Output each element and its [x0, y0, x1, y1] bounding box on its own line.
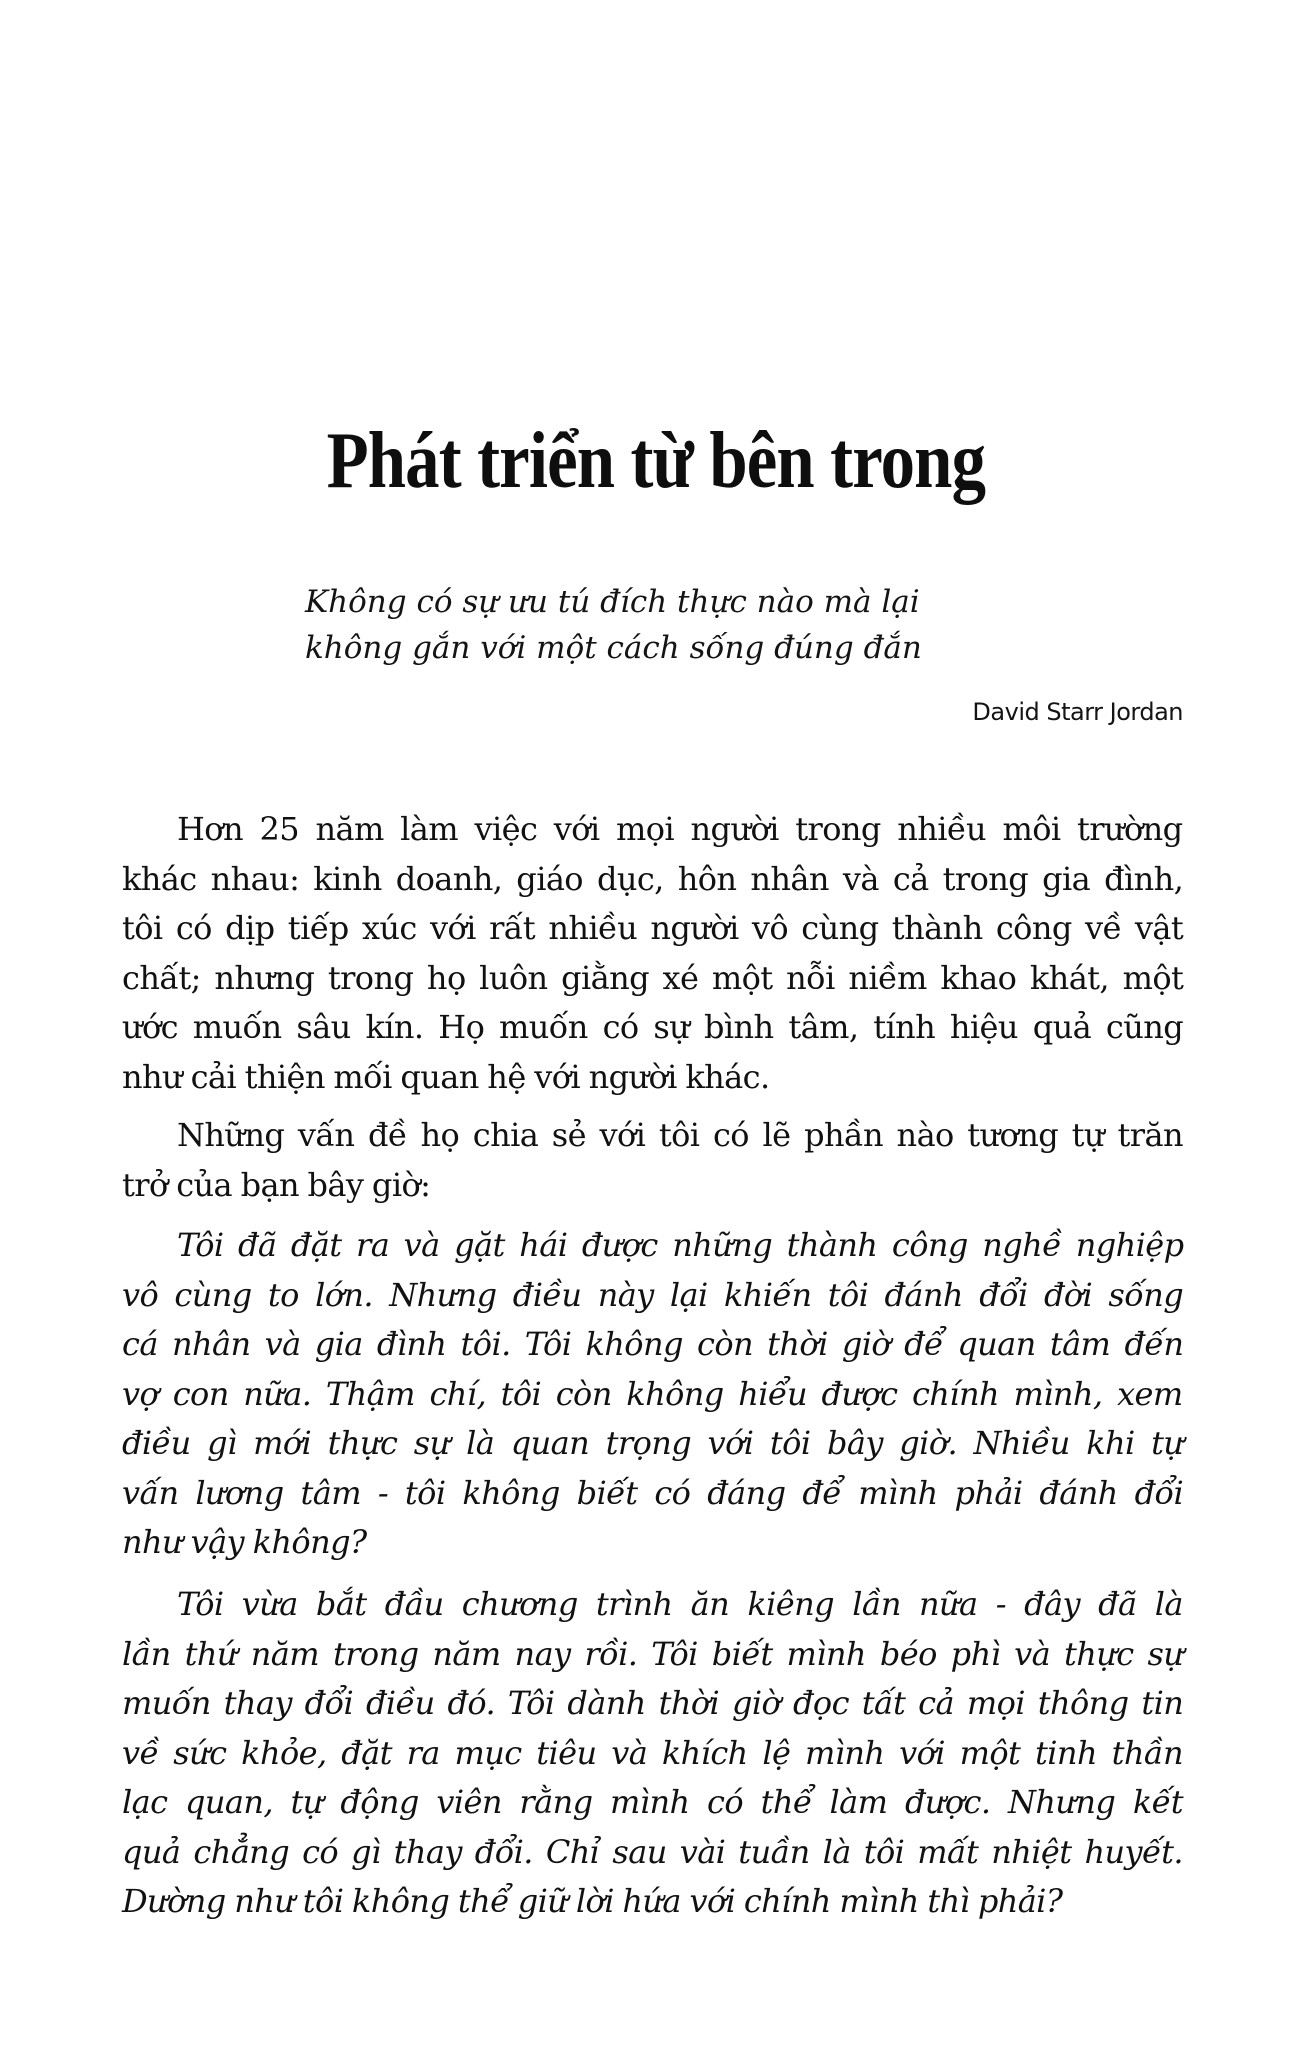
text-line-content: về sức khỏe, đặt ra mục tiêu và khích lệ mình với một tinh thần	[122, 1733, 1183, 1772]
epigraph-line: Không có sự ưu tú đích thực nào mà lại	[305, 584, 920, 620]
text-line	[122, 1778, 1183, 1828]
text-line-content: Hơn 25 năm làm việc với mọi người trong nhiều môi trường	[177, 810, 1183, 848]
text-line	[122, 954, 1183, 1004]
text-line	[122, 1161, 1183, 1211]
text-line-content: khác nhau: kinh doanh, giáo dục, hôn nhân và cả trong gia đình,	[122, 859, 1184, 898]
text-line-content: như vậy không?	[122, 1523, 367, 1561]
epigraph-attribution: David Starr Jordan	[972, 698, 1183, 726]
text-line	[122, 1111, 1183, 1161]
text-line-content: vấn lương tâm - tôi không biết có đáng để mình phải đánh đổi	[122, 1473, 1184, 1512]
text-line-content: Dường như tôi không thể giữ lời hứa với chính mình thì phải?	[122, 1882, 1063, 1920]
text-line	[122, 904, 1183, 954]
text-line-content: chất; nhưng trong họ luôn giằng xé một nỗi niềm khao khát, một	[122, 958, 1184, 997]
text-line-content: như cải thiện mối quan hệ với người khác.	[122, 1057, 770, 1096]
text-line	[122, 1003, 1183, 1053]
text-line	[122, 1053, 1183, 1103]
body-paragraph	[122, 805, 1183, 1102]
text-line	[122, 1370, 1183, 1420]
text-line	[122, 1320, 1183, 1370]
text-line	[122, 1828, 1183, 1878]
epigraph-quote	[305, 579, 1185, 671]
italic-example-paragraph	[122, 1580, 1183, 1927]
text-line	[122, 1419, 1183, 1469]
text-line	[122, 1580, 1183, 1630]
text-line-content: vợ con nữa. Thậm chí, tôi còn không hiểu được chính mình, xem	[122, 1374, 1183, 1413]
italic-example-paragraph	[122, 1221, 1183, 1568]
text-line-content: tôi có dịp tiếp xúc với rất nhiều người vô cùng thành công về vật	[122, 909, 1184, 947]
text-line-content: trở của bạn bây giờ:	[122, 1165, 431, 1204]
text-line	[122, 1679, 1183, 1729]
epigraph-line: không gắn với một cách sống đúng đắn	[305, 630, 922, 666]
text-line-content: ước muốn sâu kín. Họ muốn có sự bình tâm, tính hiệu quả cũng	[122, 1008, 1184, 1046]
text-line-content: lạc quan, tự động viên rằng mình có thể làm được. Nhưng kết	[122, 1783, 1183, 1821]
text-line	[122, 1221, 1183, 1271]
body-paragraph	[122, 1111, 1183, 1210]
text-line	[122, 1729, 1183, 1779]
text-line-content: quả chẳng có gì thay đổi. Chỉ sau vài tuần là tôi mất nhiệt huyết.	[122, 1832, 1183, 1871]
text-line-content: điều gì mới thực sự là quan trọng với tôi bây giờ. Nhiều khi tự	[122, 1424, 1184, 1462]
text-line-content: Những vấn đề họ chia sẻ với tôi có lẽ phần nào tương tự trăn	[177, 1116, 1183, 1154]
text-line-content: Tôi vừa bắt đầu chương trình ăn kiêng lần nữa - đây đã là	[177, 1585, 1183, 1623]
text-line	[122, 1877, 1183, 1927]
text-line-content: lần thứ năm trong năm nay rồi. Tôi biết mình béo phì và thực sự	[122, 1634, 1184, 1673]
text-line	[122, 855, 1183, 905]
text-line-content: muốn thay đổi điều đó. Tôi dành thời giờ đọc tất cả mọi thông tin	[122, 1684, 1184, 1722]
chapter-title	[0, 411, 1311, 511]
text-line	[122, 1518, 1183, 1568]
text-line	[122, 805, 1183, 855]
text-line-content: cá nhân và gia đình tôi. Tôi không còn thời giờ để quan tâm đến	[122, 1325, 1184, 1363]
text-line-content: vô cùng to lớn. Nhưng điều này lại khiến tôi đánh đổi đời sống	[122, 1275, 1184, 1314]
text-line	[122, 1469, 1183, 1519]
text-line-content: Tôi đã đặt ra và gặt hái được những thành công nghề nghiệp	[177, 1226, 1184, 1264]
text-line	[122, 1630, 1183, 1680]
text-line	[122, 1271, 1183, 1321]
chapter-title-text: Phát triển từ bên trong	[326, 416, 985, 505]
